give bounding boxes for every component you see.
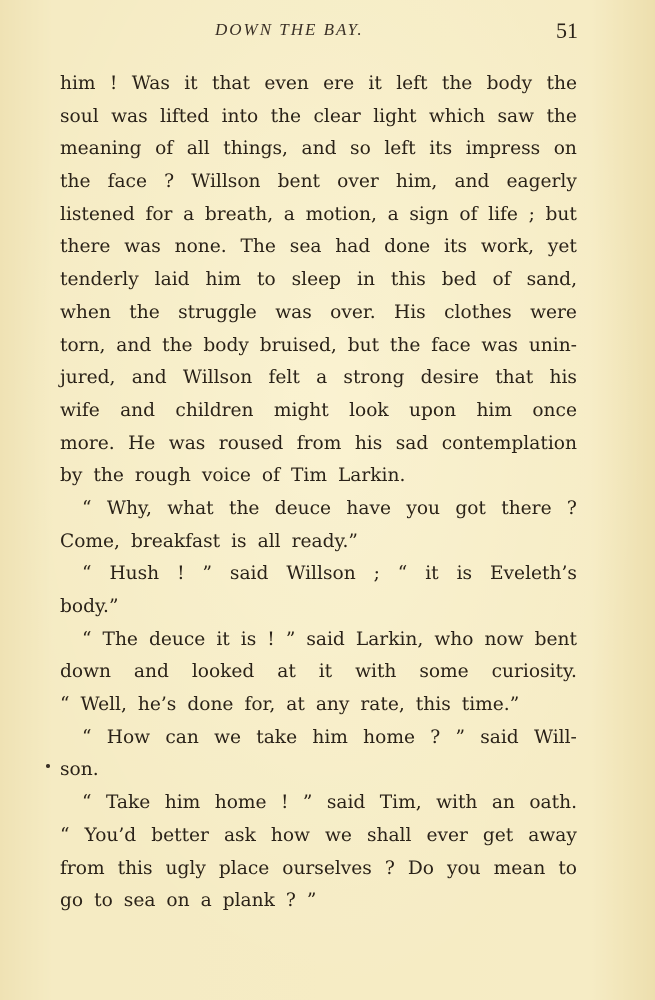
word: “ (82, 563, 92, 585)
word: Eveleth’s (489, 563, 577, 585)
word: “ (82, 792, 92, 814)
word: son. (60, 759, 99, 781)
word: over (337, 171, 379, 193)
text-line (60, 885, 577, 918)
word: to (257, 269, 276, 291)
word: to (94, 890, 113, 912)
word: by (60, 465, 83, 487)
word: the (162, 334, 193, 356)
text-line (60, 787, 577, 820)
word: it (184, 73, 198, 94)
text-line (60, 362, 577, 395)
word: The (102, 628, 138, 650)
word: Was (131, 73, 170, 94)
word: Willson (191, 171, 261, 193)
word: face (107, 171, 147, 193)
word: the (546, 73, 577, 94)
word: you (406, 497, 440, 519)
word: the (228, 497, 260, 519)
word: You’d (84, 824, 137, 846)
word: on (553, 138, 577, 160)
word: is (231, 530, 247, 552)
text-line (60, 428, 577, 461)
word: motion, (305, 203, 377, 225)
word: jured, (60, 367, 116, 389)
word: of (261, 465, 280, 487)
word: none. (174, 236, 227, 258)
word: away (528, 824, 577, 846)
word: this (390, 269, 426, 291)
word: look (349, 399, 389, 421)
word: clear (313, 105, 361, 127)
word: He (128, 432, 156, 454)
word: that (211, 73, 250, 94)
word: things, (223, 138, 288, 160)
text-line (60, 624, 577, 657)
word: time.” (461, 694, 520, 716)
text-line (60, 493, 577, 526)
word: from (296, 432, 342, 454)
word: body (203, 334, 249, 356)
word: meaning (60, 138, 142, 160)
word: bed (441, 269, 477, 291)
word: the (270, 105, 302, 127)
word: into (221, 105, 259, 127)
word: Hush (109, 563, 160, 585)
text-line (60, 853, 577, 886)
word: sand, (526, 269, 577, 291)
word: Willson (182, 367, 253, 389)
word: ; (528, 203, 535, 225)
word: you (446, 857, 481, 879)
word: with (355, 661, 397, 683)
word: felt (268, 367, 300, 389)
word: How (106, 726, 151, 748)
word: was (481, 334, 518, 356)
word: the (441, 73, 473, 94)
word: ” (285, 628, 296, 650)
word: from (60, 857, 105, 879)
text-line (60, 754, 577, 787)
word: said (229, 563, 269, 585)
word: it (425, 563, 439, 585)
word: “ (397, 563, 408, 585)
word: this (415, 694, 451, 716)
word: yet (547, 236, 577, 258)
word: Will- (533, 726, 577, 748)
word: more. (60, 432, 115, 454)
word: what (167, 497, 214, 519)
word: and (116, 334, 152, 356)
word: the (389, 334, 421, 356)
word: ! (267, 628, 275, 650)
word: ever (426, 824, 468, 846)
word: all (186, 138, 210, 160)
word: soul (60, 105, 99, 127)
word: and (133, 661, 169, 683)
word: strong (343, 367, 405, 389)
word: the (546, 105, 577, 127)
word: was (111, 105, 148, 127)
word: breath, (204, 203, 274, 225)
word: a (183, 203, 195, 225)
word: left (384, 138, 416, 160)
word: its (444, 236, 468, 258)
word: oath. (529, 792, 577, 814)
word: got (455, 497, 486, 519)
word: the (129, 301, 160, 323)
word: of (492, 269, 511, 291)
word: deuce (148, 628, 206, 650)
word: once (532, 399, 577, 421)
word: work, (480, 236, 535, 258)
text-line (60, 395, 577, 428)
word: who (434, 628, 474, 650)
word: was (124, 236, 161, 258)
word: deuce (274, 497, 332, 519)
word: sleep (291, 269, 342, 291)
word: have (346, 497, 391, 519)
word: sea (123, 890, 156, 912)
word: for, (244, 694, 276, 716)
word: left (396, 73, 428, 94)
word: the (93, 465, 124, 487)
word: go (60, 890, 84, 912)
word: “ (82, 628, 92, 650)
text-line (60, 330, 577, 363)
word: children (175, 399, 254, 421)
word: we (325, 824, 352, 846)
word: this (117, 857, 153, 879)
word: ? (164, 171, 175, 193)
word: His (394, 301, 426, 323)
word: the (60, 171, 91, 193)
word: some (419, 661, 469, 683)
text-line (60, 820, 577, 853)
text-line (60, 166, 577, 199)
word: upon (409, 399, 457, 421)
word: and (131, 367, 167, 389)
word: ; (373, 563, 380, 585)
word: lifted (160, 105, 210, 127)
word: an (491, 792, 515, 814)
word: impress (465, 138, 541, 160)
word: it (368, 73, 382, 94)
word: ere (323, 73, 355, 94)
text-line (60, 460, 577, 493)
word: a (316, 367, 328, 389)
word: “ (82, 497, 92, 519)
word: sad (395, 432, 429, 454)
word: at (277, 661, 296, 683)
word: Tim, (379, 792, 422, 814)
word: done (384, 236, 431, 258)
word: ” (302, 792, 313, 814)
word: all (257, 530, 281, 552)
text-line (60, 133, 577, 166)
word: laid (154, 269, 190, 291)
word: had (335, 236, 371, 258)
word: listened (60, 203, 135, 225)
word: said (306, 628, 345, 650)
word: eagerly (506, 171, 577, 193)
text-line (60, 558, 577, 591)
word: life (488, 203, 518, 225)
word: Larkin. (337, 465, 406, 487)
word: when (60, 301, 111, 323)
word: ” (455, 726, 465, 748)
word: done (187, 694, 234, 716)
text-line (60, 199, 577, 232)
word: looked (191, 661, 255, 683)
word: “ (60, 694, 70, 716)
word: home (363, 726, 415, 748)
running-head: DOWN THE BAY. (215, 20, 364, 39)
word: struggle (178, 301, 257, 323)
word: bent (534, 628, 577, 650)
word: his (354, 432, 383, 454)
word: him (60, 73, 96, 94)
word: bruised, (259, 334, 337, 356)
word: ready.” (291, 530, 358, 552)
word: of (459, 203, 478, 225)
word: mean (493, 857, 546, 879)
word: home (214, 792, 267, 814)
word: ! (280, 792, 289, 814)
word: to (558, 857, 577, 879)
word: on (166, 890, 190, 912)
word: roused (218, 432, 284, 454)
word: is (456, 563, 473, 585)
word: sea (289, 236, 322, 258)
word: Do (407, 857, 434, 879)
word: Willson (286, 563, 356, 585)
word: get (482, 824, 514, 846)
word: Why, (106, 497, 152, 519)
word: place (218, 857, 270, 879)
word: Come, (60, 530, 120, 552)
word: desire (420, 367, 479, 389)
word: ? (285, 890, 296, 912)
text-line (60, 297, 577, 330)
word: there (60, 236, 111, 258)
text-line (60, 689, 577, 722)
word: torn, (60, 334, 106, 356)
word: said (480, 726, 519, 748)
word: bent (277, 171, 321, 193)
word: but (545, 203, 577, 225)
word: was (168, 432, 206, 454)
word: him (476, 399, 513, 421)
word: now (484, 628, 524, 650)
word: and (120, 399, 156, 421)
word: ? (566, 497, 577, 519)
word: its (429, 138, 453, 160)
word: voice (201, 465, 251, 487)
word: that (495, 367, 534, 389)
word: we (214, 726, 241, 748)
word: might (273, 399, 329, 421)
word: him, (395, 171, 438, 193)
word: him (164, 792, 201, 814)
word: at (286, 694, 305, 716)
word: take (256, 726, 298, 748)
printer-mark (46, 764, 50, 768)
word: tenderly (60, 269, 139, 291)
word: ” (306, 890, 317, 912)
word: The (240, 236, 276, 258)
word: it (318, 661, 333, 683)
word: a (200, 890, 212, 912)
word: Take (105, 792, 151, 814)
word: a (283, 203, 295, 225)
word: body (486, 73, 533, 94)
word: Well, (80, 694, 127, 716)
page-number: 51 (556, 18, 578, 43)
word: ! (109, 73, 118, 94)
word: in (357, 269, 375, 291)
word: face (431, 334, 471, 356)
text-line (60, 101, 577, 134)
word: even (264, 73, 309, 94)
word: saw (497, 105, 535, 127)
word: curiosity. (491, 661, 577, 683)
word: wife (60, 399, 100, 421)
word: so (350, 138, 371, 160)
text-line (60, 68, 577, 101)
word: over. (330, 301, 376, 323)
word: clothes (444, 301, 512, 323)
word: ? (430, 726, 441, 748)
text-line (60, 526, 577, 559)
word: how (270, 824, 310, 846)
word: light (373, 105, 417, 127)
word: ? (384, 857, 395, 879)
word: for (145, 203, 173, 225)
word: with (436, 792, 478, 814)
word: him (205, 269, 242, 291)
word: “ (82, 726, 92, 748)
word: unin- (528, 334, 577, 356)
word: and (454, 171, 490, 193)
word: Larkin, (355, 628, 424, 650)
word: him (312, 726, 348, 748)
word: his (549, 367, 577, 389)
word: better (151, 824, 209, 846)
word: ask (223, 824, 256, 846)
word: a (387, 203, 399, 225)
word: sign (409, 203, 449, 225)
word: and (301, 138, 337, 160)
word: there (501, 497, 552, 519)
text-line (60, 656, 577, 689)
word: it (216, 628, 230, 650)
text-line (60, 591, 577, 624)
word: can (165, 726, 199, 748)
word: “ (60, 824, 70, 846)
word: ugly (165, 857, 206, 879)
body-text (60, 68, 577, 918)
word: contemplation (441, 432, 577, 454)
word: he’s (137, 694, 177, 716)
word: any (315, 694, 350, 716)
word: which (428, 105, 486, 127)
word: rate, (360, 694, 405, 716)
text-line (60, 264, 577, 297)
word: down (60, 661, 111, 683)
word: ! (177, 563, 185, 585)
word: is (240, 628, 257, 650)
word: ourselves (282, 857, 372, 879)
word: shall (366, 824, 412, 846)
word: but (347, 334, 380, 356)
word: of (155, 138, 174, 160)
word: breakfast (130, 530, 221, 552)
word: rough (134, 465, 191, 487)
word: said (326, 792, 366, 814)
text-line (60, 231, 577, 264)
word: ” (202, 563, 212, 585)
word: were (530, 301, 577, 323)
word: was (275, 301, 312, 323)
word: Tim (290, 465, 327, 487)
text-line (60, 722, 577, 755)
word: body.” (60, 596, 119, 617)
word: plank (222, 890, 275, 912)
